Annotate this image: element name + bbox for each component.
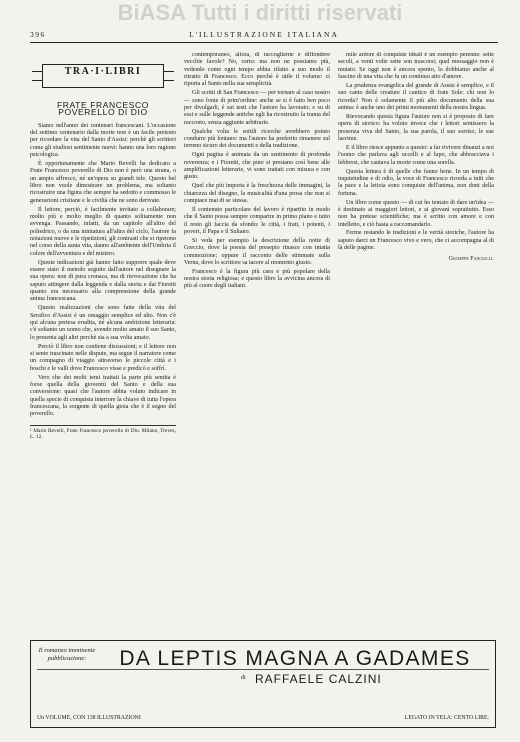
paragraph: Ogni pagina è animata da un sentimento di profonda reverenza; e i Fioretti, che pure si prestano così bene alle amplificazioni letterarie, vi sono trattati con misura e con gusto. — [184, 152, 330, 181]
paragraph: Queste indicazioni già hanno fatto supporre quale deve essere stato il metodo seguito dall'autore nel disegnare la sua opera: non di pura cronaca, ma di rievocazione che ha saputo attingere dalla leggenda e dalla storia e dai Fioretti quanto era necessario alla comprensione della grande anima francescana. — [30, 259, 176, 303]
paragraph: mile ardore di conquiste ideali è un esempio perenne: sette secoli, a venti volte sette son trascorsi; quel messaggio non è mutato. Se oggi non è ancora spento, lo dobbiamo anche al fascino di una vita che fu un continuo atto d'amore. — [338, 52, 494, 81]
page-number: 396 — [30, 30, 46, 39]
paragraph: Il contenuto particolare del lavoro è ripartito in modo che il Santo possa sempre comparire in primo piano e tutto il resto gli faccia da sfondo: le città, i frati, i potenti, i poveri, il Papa e il Sultano. — [184, 206, 330, 235]
article-title-line2: POVERELLO DI DIO — [58, 107, 148, 118]
paragraph: Si veda per esempio la descrizione della notte di Greccio, dove la poesia del presepio rinasce con intatta commozione; oppure il racconto delle stimmate sulla Verna, dove lo scrittore sa tacere al momento giusto. — [184, 237, 330, 266]
header-rule — [30, 42, 498, 43]
ad-price: LEGATO IN TELA: CENTO LIRE. — [404, 715, 489, 721]
footnote: ¹ Mario Revelli, Frate Francesco poverello di Dio. Milano, Treves, L. 12. — [30, 425, 176, 441]
article-title-line1: FRATE FRANCESCO — [57, 100, 149, 110]
paragraph: La prudenza evangelica del grande di Assisi è semplice, e il suo canto delle creature il cantico di frate Sole: chi non lo ricorda? Non è solamente il più alto documento della sua anima: è anche uno dei primi monumenti della nostra lingua. — [338, 82, 494, 111]
ad-book-title: DA LEPTIS MAGNA A GADAMES — [119, 647, 471, 670]
paragraph: Qualche volta le sottili ricerche avrebbero potuto condurre più lontano: ma l'autore ha preferito rimanere sul terreno sicuro dei documenti e della tradizione. — [184, 128, 330, 150]
column-1 — [30, 52, 176, 632]
ad-author-prefix: di — [241, 675, 246, 681]
running-title: L'ILLUSTRAZIONE ITALIANA — [189, 30, 339, 39]
paragraph: Questa lettura è di quelle che fanno bene. In un tempo di inquietudine e di odio, la voce di Francesco ricorda a tutti che la pace e la letizia sono conquiste dell'anima, non doni della fortuna. — [338, 168, 494, 197]
column-2 — [184, 52, 330, 632]
book-advertisement — [30, 640, 496, 728]
ad-volume-info: Un VOLUME, CON 138 ILLUSTRAZIONI — [37, 715, 141, 721]
paragraph: Un libro come questo — di cui ho tentato di dare un'idea — è destinato ai maggiori lettori, e ai giovani soprattutto. Esso non ha pretese scientifiche; ma è scritto con amore e con intelletto, e ciò basta a raccomandarlo. — [338, 199, 494, 228]
author-signature: Giuseppe Fanciulli. — [448, 255, 494, 262]
paragraph: E il libro riesce appunto a questo: a far rivivere dinanzi a noi l'uomo che parlava agli uccelli e al lupo, che abbracciava i lebbrosi, che cantava la morte come una sorella. — [338, 144, 494, 166]
ad-divider — [37, 669, 489, 670]
section-title: TRA·I·LIBRI — [64, 66, 142, 77]
paragraph: Vero che dei molti temi trattati la parte più sentita è forse quella della gioventù del Santo e della sua conversione: quasi che l'autore abbia voluto indicare in quella specie di conquista interiore la chiave di tutta l'opera francescana, la sorgente di quella gioia che è il segno del poverello. — [30, 374, 176, 418]
paragraph: contemporaneo, allora, di raccoglierne e diffondere vecchie favole? No, certo: ma non ne possiamo più, vedendo come ogni tempo abbia rifatto a suo modo il ritratto di Francesco. Ecco perchè è utile il volume: ci riporta al Santo nella sua semplicità. — [184, 52, 330, 88]
paragraph: Rievocando questa figura l'autore non si è proposto di fare opera di storico: ha voluto invece che i lettori sentissero la presenza viva del Santo, la sua parola, il suo sorriso, le sue lacrime. — [338, 113, 494, 142]
watermark: BiASA Tutti i diritti riservati — [117, 0, 403, 25]
paragraph: Perciò il libro non contiene discussioni; e il lettore non si sente trascinato nelle dispute, ma segue il narratore come un compagno di viaggio attraverso le piccole città e i boschi e le valli dove Francesco visse e predicò e soffrì. — [30, 343, 176, 372]
paragraph: Gli scritti di San Francesco — per tornare al caso nostro — sono fonte di prim'ordine: anche se si è fatto ben poco per divulgarli, è sui testi che l'autore ha lavorato; e su di essi e sulle leggende antiche egli ha ricostruito la trama del racconto, senza aggiunte arbitrarie. — [184, 90, 330, 126]
paragraph: Quel che più importa è la freschezza delle immagini, la chiarezza del disegno, la musicalità d'una prosa che non si compiace mai di se stessa. — [184, 183, 330, 204]
section-banner — [30, 58, 176, 96]
paragraph: Ferme restando le tradizioni e le verità storiche, l'autore ha saputo darci un Francesco vivo e vero, che ci accompagna al di là delle pagine. — [338, 230, 494, 252]
column-3 — [338, 52, 494, 632]
paragraph: Questo realizzazioni che sono fatte della vita del Serafico d'Assisi è un omaggio semplice ed alto. Non c'è qui alcuna pretesa erudita, né alcuna ambizione letteraria: c'è soltanto un uomo che, avendo molto amato il suo Santo, lo presenta agli altri perchè sia a sua volta amato. — [30, 305, 176, 341]
ad-note: Il romanzo imminente pubblicazione: — [38, 647, 96, 662]
paragraph: È opportunamente che Mario Revelli ha dedicato a Frate Francesco poverello di Dio non è però una strana, o un ampio affresco, né un'opera su grandi tele. Questo bel libro non vuole dimostrare un problema, ma soltanto ricostruire una figura che sempre ha sedotto e commosso le generazioni cristiane e le civiltà che ne sono derivate. — [30, 161, 176, 204]
paragraph: Francesco è la figura più cara e più popolare della nostra storia religiosa; e questo libro la avvicina ancora di più al cuore degli italiani. — [184, 268, 330, 290]
column-1-text — [30, 123, 176, 419]
ad-author: RAFFAELE CALZINI — [255, 672, 382, 686]
page-header — [30, 28, 498, 42]
paragraph: Siamo nell'anno dei centenari francescani. L'occasione del settimo centenario dalla morte non è un facile pretesto per ricordare la vita del Santo d'Assisi: perchè gli scrittori come gli studiosi sentimente nuovi: hanno una loro ragione psicologica. — [30, 122, 176, 159]
paragraph: Il lettore, perciò, è facilmente invitato a collaborare; molto più e molto meglio di quanto solitamente non avvenga. Passando, infatti, da un capitolo all'altro del poliedrico, o da una miniatura all'altra del ciclo, l'autore fa notazioni nuove e le ripetizioni, gli contrasti che si ripetono nel corso della santa vita, danno all'ambiente dell'Umbria il colore dell'avventura e del mistero. — [30, 206, 176, 257]
